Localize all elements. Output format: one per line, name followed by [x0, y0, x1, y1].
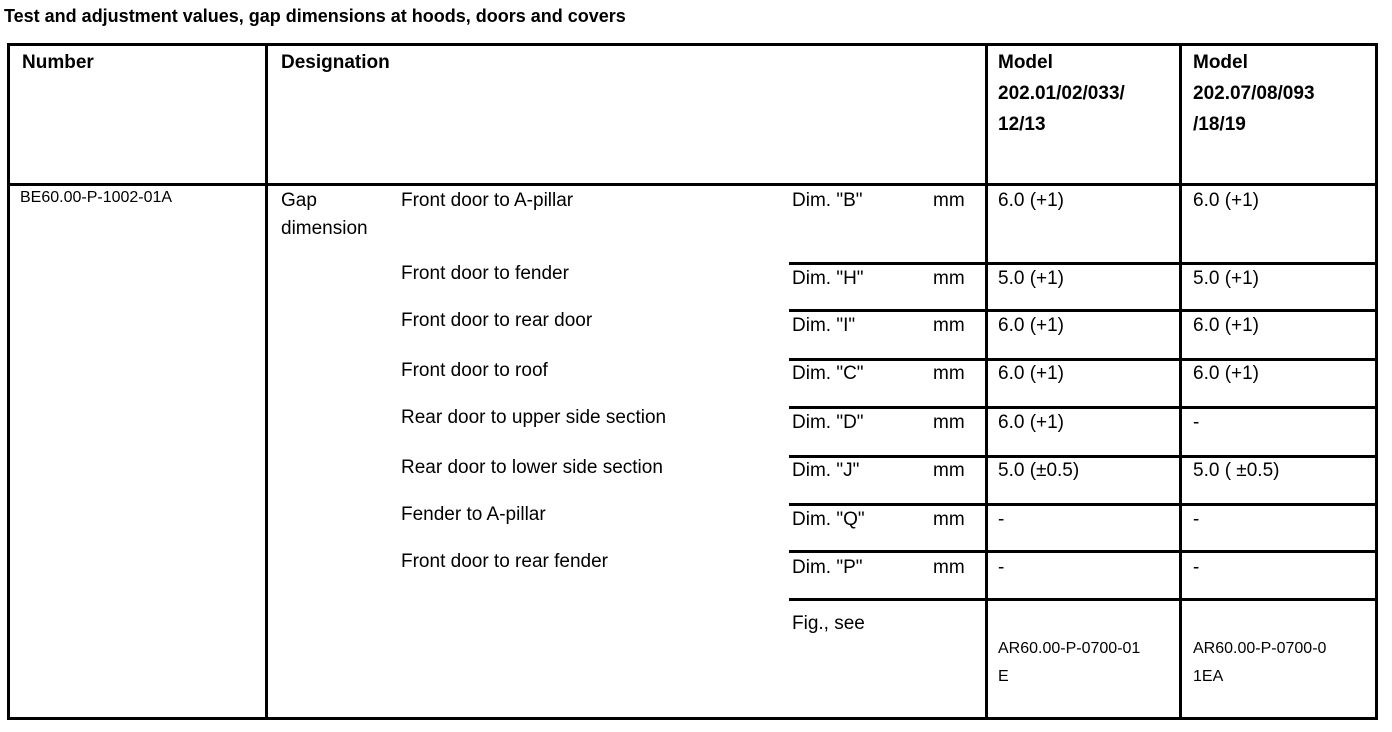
- part-number: BE60.00-P-1002-01A: [20, 189, 173, 206]
- row-designation: Front door to fender: [401, 263, 569, 284]
- row-value-model-2: -: [1193, 509, 1200, 530]
- column-divider-model1: [985, 43, 988, 720]
- table-left-border: [7, 43, 10, 720]
- row-separator: [789, 262, 1378, 265]
- figure-ref-model-1: [998, 635, 1140, 691]
- figure-label: Fig., see: [792, 613, 865, 634]
- row-designation: Fender to A-pillar: [401, 504, 546, 525]
- row-separator: [789, 358, 1378, 361]
- figure-ref-line: AR60.00-P-0700-0: [1193, 640, 1327, 657]
- table-right-border: [1375, 43, 1378, 720]
- group-label: [281, 187, 368, 243]
- row-value-model-1: 5.0 (±0.5): [998, 460, 1080, 481]
- row-dimension: Dim. "D": [792, 412, 864, 433]
- column-divider-number: [265, 43, 268, 720]
- header-model-1-line: 12/13: [998, 114, 1046, 135]
- header-separator: [7, 183, 1378, 186]
- row-designation: Rear door to upper side section: [401, 407, 667, 428]
- row-designation: Front door to roof: [401, 360, 548, 381]
- row-value-model-1: 6.0 (+1): [998, 412, 1065, 433]
- group-label-line: dimension: [281, 218, 368, 239]
- row-dimension: Dim. "J": [792, 460, 860, 481]
- figure-ref-line: 1EA: [1193, 668, 1224, 685]
- row-unit: mm: [933, 412, 965, 433]
- row-value-model-2: 5.0 ( ±0.5): [1193, 460, 1280, 481]
- row-unit: mm: [933, 557, 965, 578]
- header-model-2-line: Model: [1193, 52, 1248, 73]
- row-unit: mm: [933, 190, 965, 211]
- header-model-1-line: 202.01/02/033/: [998, 83, 1125, 104]
- table-bottom-border: [7, 717, 1378, 720]
- row-designation: Front door to rear fender: [401, 551, 608, 572]
- table-top-border: [7, 43, 1378, 46]
- row-dimension: Dim. "P": [792, 557, 863, 578]
- row-separator: [789, 455, 1378, 458]
- header-number: Number: [22, 52, 94, 73]
- row-separator: [789, 309, 1378, 312]
- row-separator: [789, 598, 1378, 601]
- group-label-line: Gap: [281, 190, 317, 211]
- row-value-model-1: -: [998, 509, 1005, 530]
- header-model-2-line: /18/19: [1193, 114, 1246, 135]
- figure-ref-line: E: [998, 668, 1009, 685]
- row-dimension: Dim. "B": [792, 190, 863, 211]
- row-value-model-1: 6.0 (+1): [998, 315, 1065, 336]
- row-separator: [789, 550, 1378, 553]
- row-unit: mm: [933, 509, 965, 530]
- row-value-model-1: -: [998, 557, 1005, 578]
- row-designation: Front door to A-pillar: [401, 190, 574, 211]
- row-value-model-2: 6.0 (+1): [1193, 190, 1260, 211]
- column-divider-model2: [1179, 43, 1182, 720]
- header-model-2: [1193, 47, 1315, 140]
- row-dimension: Dim. "H": [792, 268, 864, 289]
- row-dimension: Dim. "I": [792, 315, 856, 336]
- row-unit: mm: [933, 315, 965, 336]
- row-value-model-1: 6.0 (+1): [998, 363, 1065, 384]
- header-model-2-line: 202.07/08/093: [1193, 83, 1315, 104]
- row-value-model-2: -: [1193, 412, 1200, 433]
- row-value-model-2: 6.0 (+1): [1193, 315, 1260, 336]
- row-value-model-1: 5.0 (+1): [998, 268, 1065, 289]
- row-value-model-2: -: [1193, 557, 1200, 578]
- header-model-1-line: Model: [998, 52, 1053, 73]
- row-unit: mm: [933, 363, 965, 384]
- row-designation: Rear door to lower side section: [401, 457, 663, 478]
- header-designation: Designation: [281, 52, 390, 73]
- header-model-1: [998, 47, 1125, 140]
- figure-ref-line: AR60.00-P-0700-01: [998, 640, 1141, 657]
- row-value-model-2: 5.0 (+1): [1193, 268, 1260, 289]
- row-dimension: Dim. "C": [792, 363, 864, 384]
- row-designation: Front door to rear door: [401, 310, 593, 331]
- page-title: Test and adjustment values, gap dimensions at hoods, doors and covers: [4, 6, 626, 26]
- row-dimension: Dim. "Q": [792, 509, 865, 530]
- row-unit: mm: [933, 268, 965, 289]
- row-separator: [789, 503, 1378, 506]
- row-separator: [789, 406, 1378, 409]
- figure-ref-model-2: [1193, 635, 1326, 691]
- row-unit: mm: [933, 460, 965, 481]
- row-value-model-2: 6.0 (+1): [1193, 363, 1260, 384]
- row-value-model-1: 6.0 (+1): [998, 190, 1065, 211]
